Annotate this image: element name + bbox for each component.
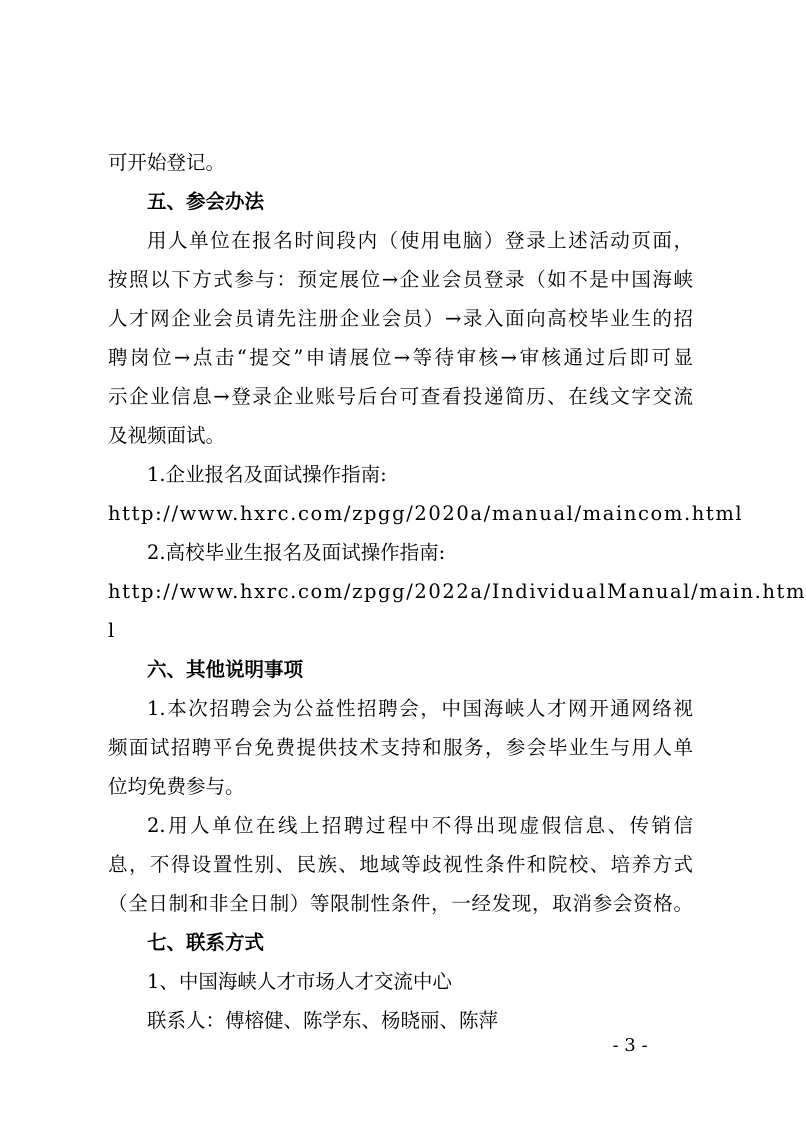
section-6-item-1-line: 频面试招聘平台免费提供技术支持和服务，参会毕业生与用人单 xyxy=(108,736,693,759)
continuation-text: 可开始登记。 xyxy=(108,151,226,174)
section-6-item-2-line: （全日制和非全日制）等限制性条件，一经发现，取消参会资格。 xyxy=(108,892,693,915)
section-5-para-line: 及视频面试。 xyxy=(108,424,226,447)
graduate-guide-url-continued[interactable]: l xyxy=(108,619,116,642)
graduate-guide-label: 2.高校毕业生报名及面试操作指南: xyxy=(147,541,446,564)
section-6-item-2-line: 息，不得设置性别、民族、地域等歧视性条件和院校、培养方式 xyxy=(108,853,693,876)
contact-persons: 联系人：傅榕健、陈学东、杨晓丽、陈萍 xyxy=(147,1009,499,1032)
section-5-para-line: 按照以下方式参与：预定展位→企业会员登录（如不是中国海峡 xyxy=(108,268,693,291)
section-5-para-line: 聘岗位→点击“提交”申请展位→等待审核→审核通过后即可显 xyxy=(108,346,693,369)
enterprise-guide-url[interactable]: http://www.hxrc.com/zpgg/2020a/manual/maincom.html xyxy=(108,502,744,525)
page-number: - 3 - xyxy=(612,1035,648,1056)
section-7-heading: 七、联系方式 xyxy=(147,931,265,954)
section-6-heading: 六、其他说明事项 xyxy=(147,658,304,681)
section-6-item-2-line: 2.用人单位在线上招聘过程中不得出现虚假信息、传销信 xyxy=(147,814,693,837)
section-6-item-1-line: 1.本次招聘会为公益性招聘会，中国海峡人才网开通网络视 xyxy=(147,697,693,720)
graduate-guide-url[interactable]: http://www.hxrc.com/zpgg/2022a/IndividualManual/main.htm xyxy=(108,580,806,603)
section-5-para-line: 人才网企业会员请先注册企业会员）→录入面向高校毕业生的招 xyxy=(108,307,693,330)
section-6-item-1-line: 位均免费参与。 xyxy=(108,775,245,798)
enterprise-guide-label: 1.企业报名及面试操作指南: xyxy=(147,463,387,486)
contact-organization: 1、中国海峡人才市场人才交流中心 xyxy=(147,970,452,993)
section-5-para-line: 示企业信息→登录企业账号后台可查看投递简历、在线文字交流 xyxy=(108,385,693,408)
section-5-para-line: 用人单位在报名时间段内（使用电脑）登录上述活动页面， xyxy=(147,229,693,252)
section-5-heading: 五、参会办法 xyxy=(147,190,265,213)
